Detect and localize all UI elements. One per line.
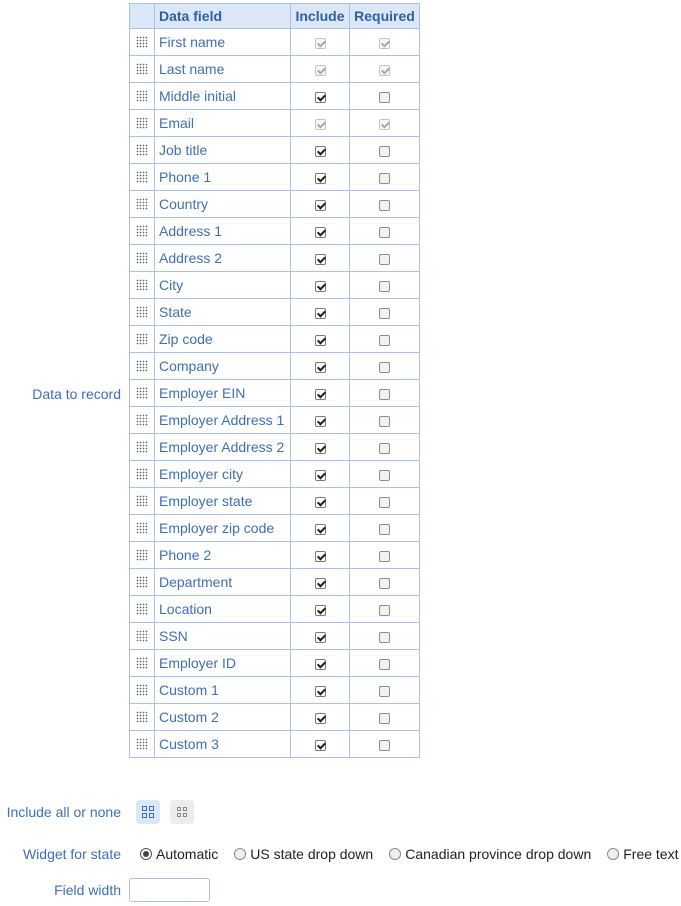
required-checkbox[interactable]: [379, 443, 390, 454]
field-width-input[interactable]: [129, 878, 210, 902]
required-cell: [350, 461, 420, 488]
include-cell: [291, 650, 350, 677]
drag-cell: [130, 731, 155, 758]
field-name: Location: [155, 596, 291, 623]
include-column-header: Include: [291, 4, 350, 29]
required-cell: [350, 542, 420, 569]
drag-cell: [130, 326, 155, 353]
drag-handle-icon[interactable]: [136, 576, 148, 588]
drag-handle-icon[interactable]: [136, 333, 148, 345]
include-checkbox[interactable]: [315, 632, 326, 643]
include-cell: [291, 218, 350, 245]
drag-column-header: [130, 4, 155, 29]
required-checkbox: [379, 38, 390, 49]
data-fields-table: [129, 3, 420, 758]
table-row: [130, 569, 420, 596]
required-checkbox[interactable]: [379, 200, 390, 211]
drag-handle-icon[interactable]: [136, 252, 148, 264]
include-cell: [291, 461, 350, 488]
required-checkbox[interactable]: [379, 416, 390, 427]
required-cell: [350, 56, 420, 83]
table-row: [130, 542, 420, 569]
required-checkbox[interactable]: [379, 713, 390, 724]
drag-handle-icon[interactable]: [136, 603, 148, 615]
required-column-header: Required: [350, 4, 420, 29]
include-cell: [291, 326, 350, 353]
drag-cell: [130, 542, 155, 569]
required-cell: [350, 245, 420, 272]
required-cell: [350, 110, 420, 137]
table-row: [130, 137, 420, 164]
required-cell: [350, 299, 420, 326]
include-checkbox[interactable]: [315, 416, 326, 427]
table-row: [130, 623, 420, 650]
table-row: [130, 83, 420, 110]
include-cell: [291, 380, 350, 407]
field-name: Custom 2: [155, 704, 291, 731]
field-name: Employer city: [155, 461, 291, 488]
drag-cell: [130, 569, 155, 596]
field-name: Employer ID: [155, 650, 291, 677]
table-row: [130, 56, 420, 83]
table-row: [130, 461, 420, 488]
state-widget-option[interactable]: [389, 846, 591, 862]
drag-handle-icon[interactable]: [136, 225, 148, 237]
required-cell: [350, 434, 420, 461]
required-checkbox[interactable]: [379, 146, 390, 157]
table-row: [130, 110, 420, 137]
include-cell: [291, 623, 350, 650]
required-cell: [350, 83, 420, 110]
drag-handle-icon[interactable]: [136, 414, 148, 426]
required-cell: [350, 569, 420, 596]
include-checkbox[interactable]: [315, 92, 326, 103]
drag-cell: [130, 407, 155, 434]
drag-handle-icon[interactable]: [136, 468, 148, 480]
table-row: [130, 677, 420, 704]
field-width-label: Field width: [54, 882, 121, 898]
table-row: [130, 29, 420, 56]
include-checkbox[interactable]: [315, 308, 326, 319]
radio-button[interactable]: [234, 848, 246, 860]
drag-cell: [130, 434, 155, 461]
include-cell: [291, 542, 350, 569]
include-checkbox[interactable]: [315, 497, 326, 508]
table-row: [130, 407, 420, 434]
drag-cell: [130, 56, 155, 83]
field-name: Employer Address 1: [155, 407, 291, 434]
include-checkbox[interactable]: [315, 524, 326, 535]
required-checkbox[interactable]: [379, 578, 390, 589]
include-all-label: Include all or none: [6, 804, 121, 820]
radio-label: Free text: [623, 846, 679, 862]
drag-cell: [130, 272, 155, 299]
drag-handle-icon[interactable]: [136, 657, 148, 669]
required-checkbox[interactable]: [379, 524, 390, 535]
widget-for-state-radio-group: [140, 846, 678, 862]
field-name: Phone 2: [155, 542, 291, 569]
field-name: Department: [155, 569, 291, 596]
required-checkbox[interactable]: [379, 335, 390, 346]
table-row: [130, 704, 420, 731]
drag-handle-icon[interactable]: [136, 63, 148, 75]
radio-label: Automatic: [156, 846, 219, 862]
include-cell: [291, 137, 350, 164]
include-all-button[interactable]: [136, 800, 160, 824]
field-name: Last name: [155, 56, 291, 83]
include-checkbox[interactable]: [315, 578, 326, 589]
include-cell: [291, 110, 350, 137]
grid-select-all-icon: [142, 806, 154, 818]
include-checkbox[interactable]: [315, 200, 326, 211]
required-cell: [350, 137, 420, 164]
drag-cell: [130, 623, 155, 650]
drag-cell: [130, 380, 155, 407]
required-checkbox[interactable]: [379, 308, 390, 319]
table-row: [130, 164, 420, 191]
required-cell: [350, 326, 420, 353]
drag-handle-icon[interactable]: [136, 630, 148, 642]
field-name: Employer zip code: [155, 515, 291, 542]
drag-handle-icon[interactable]: [136, 117, 148, 129]
field-name: Address 2: [155, 245, 291, 272]
required-cell: [350, 596, 420, 623]
include-cell: [291, 299, 350, 326]
table-row: [130, 245, 420, 272]
drag-handle-icon[interactable]: [136, 306, 148, 318]
field-name: City: [155, 272, 291, 299]
drag-cell: [130, 596, 155, 623]
required-checkbox[interactable]: [379, 686, 390, 697]
field-name: SSN: [155, 623, 291, 650]
required-checkbox[interactable]: [379, 605, 390, 616]
drag-cell: [130, 83, 155, 110]
required-cell: [350, 650, 420, 677]
include-checkbox[interactable]: [315, 659, 326, 670]
drag-handle-icon[interactable]: [136, 522, 148, 534]
drag-cell: [130, 704, 155, 731]
required-checkbox[interactable]: [379, 470, 390, 481]
include-none-button[interactable]: [170, 800, 194, 824]
include-cell: [291, 515, 350, 542]
include-checkbox[interactable]: [315, 443, 326, 454]
required-cell: [350, 515, 420, 542]
field-name: Employer EIN: [155, 380, 291, 407]
radio-button[interactable]: [607, 848, 619, 860]
include-checkbox[interactable]: [315, 686, 326, 697]
grid-select-none-icon: [176, 806, 188, 818]
required-cell: [350, 191, 420, 218]
required-checkbox[interactable]: [379, 659, 390, 670]
drag-handle-icon[interactable]: [136, 144, 148, 156]
include-cell: [291, 488, 350, 515]
drag-cell: [130, 29, 155, 56]
drag-cell: [130, 191, 155, 218]
drag-handle-icon[interactable]: [136, 711, 148, 723]
include-cell: [291, 677, 350, 704]
include-checkbox[interactable]: [315, 740, 326, 751]
required-checkbox[interactable]: [379, 740, 390, 751]
table-row: [130, 731, 420, 758]
required-checkbox[interactable]: [379, 254, 390, 265]
table-header-row: [130, 4, 420, 29]
field-name: Address 1: [155, 218, 291, 245]
include-cell: [291, 29, 350, 56]
include-checkbox[interactable]: [315, 713, 326, 724]
table-row: [130, 353, 420, 380]
field-name: State: [155, 299, 291, 326]
drag-handle-icon[interactable]: [136, 36, 148, 48]
include-checkbox[interactable]: [315, 551, 326, 562]
include-cell: [291, 83, 350, 110]
table-row: [130, 380, 420, 407]
required-checkbox[interactable]: [379, 92, 390, 103]
drag-handle-icon[interactable]: [136, 279, 148, 291]
required-cell: [350, 623, 420, 650]
field-name: Employer state: [155, 488, 291, 515]
widget-for-state-label: Widget for state: [22, 846, 121, 862]
include-cell: [291, 56, 350, 83]
required-cell: [350, 164, 420, 191]
drag-cell: [130, 677, 155, 704]
field-name: Custom 1: [155, 677, 291, 704]
required-cell: [350, 29, 420, 56]
field-name: Employer Address 2: [155, 434, 291, 461]
required-cell: [350, 353, 420, 380]
include-checkbox[interactable]: [315, 335, 326, 346]
table-row: [130, 272, 420, 299]
include-checkbox[interactable]: [315, 227, 326, 238]
required-checkbox[interactable]: [379, 173, 390, 184]
include-checkbox[interactable]: [315, 362, 326, 373]
radio-button[interactable]: [389, 848, 401, 860]
drag-cell: [130, 218, 155, 245]
drag-cell: [130, 650, 155, 677]
table-row: [130, 596, 420, 623]
state-widget-option[interactable]: [234, 846, 373, 862]
required-checkbox[interactable]: [379, 551, 390, 562]
drag-handle-icon[interactable]: [136, 387, 148, 399]
include-cell: [291, 596, 350, 623]
table-row: [130, 326, 420, 353]
include-checkbox[interactable]: [315, 254, 326, 265]
field-name: First name: [155, 29, 291, 56]
required-cell: [350, 488, 420, 515]
include-checkbox: [315, 119, 326, 130]
field-name: Middle initial: [155, 83, 291, 110]
field-name: Zip code: [155, 326, 291, 353]
data-to-record-label: Data to record: [32, 386, 121, 402]
required-cell: [350, 407, 420, 434]
drag-handle-icon[interactable]: [136, 441, 148, 453]
required-checkbox: [379, 119, 390, 130]
data-field-column-header: Data field: [155, 4, 291, 29]
state-widget-option[interactable]: [607, 846, 678, 862]
drag-handle-icon[interactable]: [136, 495, 148, 507]
drag-handle-icon[interactable]: [136, 684, 148, 696]
table-row: [130, 650, 420, 677]
include-cell: [291, 164, 350, 191]
required-checkbox[interactable]: [379, 389, 390, 400]
table-row: [130, 299, 420, 326]
field-name: Company: [155, 353, 291, 380]
include-checkbox[interactable]: [315, 146, 326, 157]
include-checkbox[interactable]: [315, 605, 326, 616]
required-cell: [350, 677, 420, 704]
drag-handle-icon[interactable]: [136, 198, 148, 210]
drag-handle-icon[interactable]: [136, 90, 148, 102]
required-cell: [350, 272, 420, 299]
include-cell: [291, 245, 350, 272]
required-checkbox[interactable]: [379, 227, 390, 238]
include-cell: [291, 731, 350, 758]
drag-handle-icon[interactable]: [136, 171, 148, 183]
drag-handle-icon[interactable]: [136, 738, 148, 750]
required-cell: [350, 380, 420, 407]
include-checkbox[interactable]: [315, 281, 326, 292]
required-checkbox[interactable]: [379, 362, 390, 373]
include-cell: [291, 704, 350, 731]
required-checkbox: [379, 65, 390, 76]
table-row: [130, 191, 420, 218]
drag-handle-icon[interactable]: [136, 360, 148, 372]
field-name: Country: [155, 191, 291, 218]
drag-cell: [130, 110, 155, 137]
drag-cell: [130, 137, 155, 164]
state-widget-option[interactable]: [140, 846, 218, 862]
table-row: [130, 515, 420, 542]
required-checkbox[interactable]: [379, 632, 390, 643]
include-cell: [291, 434, 350, 461]
table-row: [130, 488, 420, 515]
include-cell: [291, 407, 350, 434]
radio-label: US state drop down: [250, 846, 374, 862]
required-checkbox[interactable]: [379, 281, 390, 292]
field-name: Email: [155, 110, 291, 137]
include-checkbox: [315, 65, 326, 76]
table-row: [130, 218, 420, 245]
field-name: Job title: [155, 137, 291, 164]
field-name: Phone 1: [155, 164, 291, 191]
include-cell: [291, 353, 350, 380]
include-checkbox[interactable]: [315, 173, 326, 184]
drag-cell: [130, 353, 155, 380]
required-checkbox[interactable]: [379, 497, 390, 508]
include-checkbox: [315, 38, 326, 49]
drag-cell: [130, 164, 155, 191]
required-cell: [350, 704, 420, 731]
table-row: [130, 434, 420, 461]
required-cell: [350, 218, 420, 245]
include-cell: [291, 191, 350, 218]
data-fields-body: [130, 29, 420, 758]
radio-label: Canadian province drop down: [405, 846, 592, 862]
drag-cell: [130, 488, 155, 515]
include-cell: [291, 569, 350, 596]
radio-button[interactable]: [140, 848, 152, 860]
drag-cell: [130, 461, 155, 488]
drag-cell: [130, 299, 155, 326]
drag-handle-icon[interactable]: [136, 549, 148, 561]
drag-cell: [130, 515, 155, 542]
drag-cell: [130, 245, 155, 272]
include-checkbox[interactable]: [315, 389, 326, 400]
include-cell: [291, 272, 350, 299]
required-cell: [350, 731, 420, 758]
field-name: Custom 3: [155, 731, 291, 758]
include-checkbox[interactable]: [315, 470, 326, 481]
